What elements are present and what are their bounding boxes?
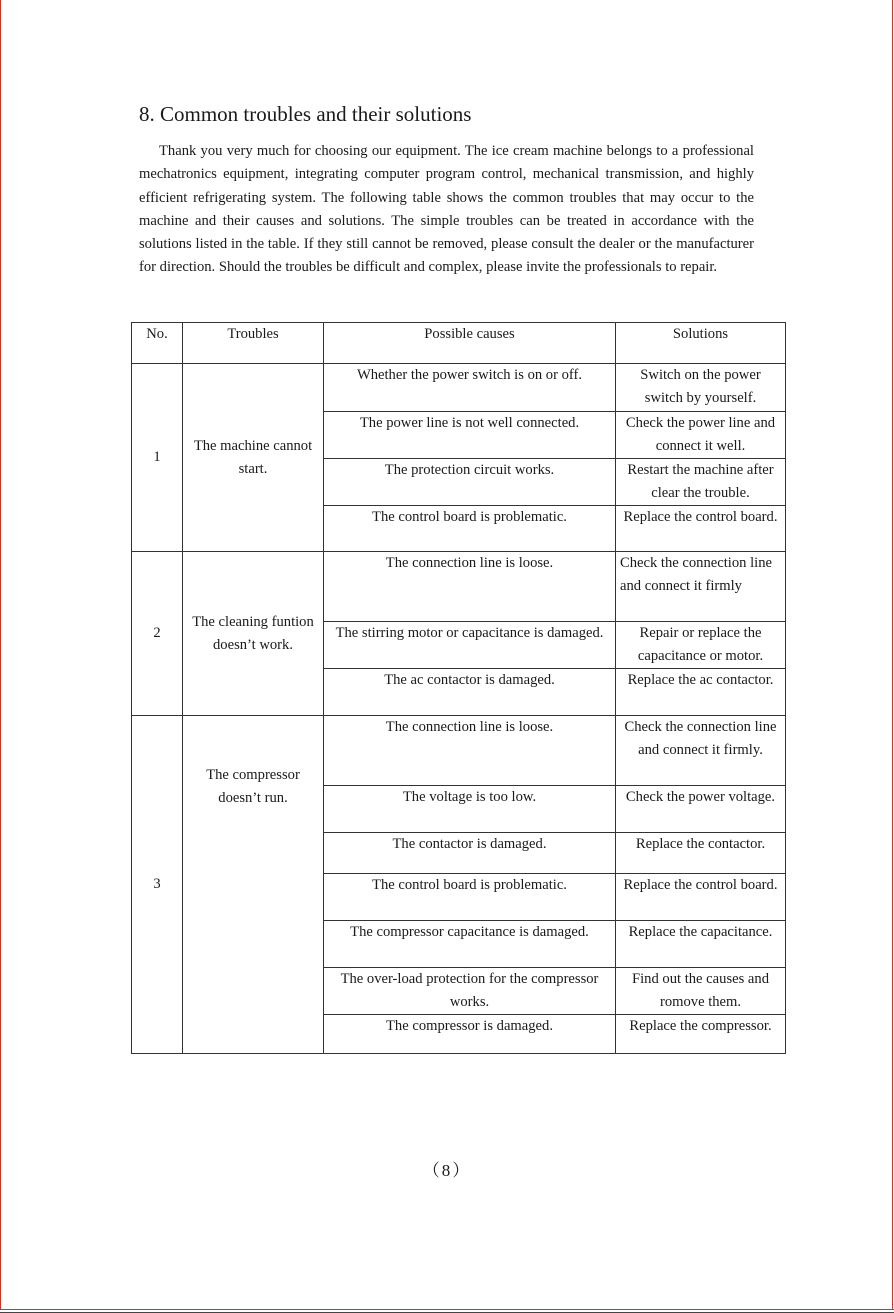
solution-cell: Switch on the power switch by yourself. bbox=[616, 364, 786, 412]
cause-cell: The voltage is too low. bbox=[324, 786, 616, 833]
solution-cell: Find out the causes and romove them. bbox=[616, 968, 786, 1015]
table-row bbox=[132, 716, 786, 786]
solution-cell: Check the connection line and connect it firmly. bbox=[616, 716, 786, 786]
trouble-no: 2 bbox=[132, 552, 183, 716]
cause-cell: The compressor capacitance is damaged. bbox=[324, 921, 616, 968]
trouble-description: The compressor doesn’t run. bbox=[183, 716, 324, 1054]
cause-cell: The control board is problematic. bbox=[324, 874, 616, 921]
solution-cell: Repair or replace the capacitance or motor. bbox=[616, 622, 786, 669]
trouble-no: 3 bbox=[132, 716, 183, 1054]
header-solutions: Solutions bbox=[616, 323, 786, 364]
trouble-description: The cleaning funtion doesn’t work. bbox=[183, 552, 324, 716]
solution-cell: Replace the contactor. bbox=[616, 833, 786, 874]
cause-cell: The over-load protection for the compressor works. bbox=[324, 968, 616, 1015]
section-heading: 8. Common troubles and their solutions bbox=[139, 102, 472, 126]
intro-paragraph: Thank you very much for choosing our equipment. The ice cream machine belongs to a professional mechatronics equipment, integrating computer program control, mechanical transmission, and highly efficient refrigerating system. The following table shows the common troubles that may occur to the machine and their causes and solutions. The simple troubles can be treated in accordance with the solutions listed in the table. If they still cannot be removed, please consult the dealer or the manufacturer for direction. Should the troubles be difficult and complex, please invite the professionals to repair. bbox=[139, 143, 754, 276]
header-no: No. bbox=[132, 323, 183, 364]
cause-cell: The power line is not well connected. bbox=[324, 412, 616, 459]
solution-cell: Replace the capacitance. bbox=[616, 921, 786, 968]
cause-cell: The connection line is loose. bbox=[324, 716, 616, 786]
cause-cell: The control board is problematic. bbox=[324, 506, 616, 552]
cause-cell: The ac contactor is damaged. bbox=[324, 669, 616, 716]
table-row bbox=[132, 552, 786, 622]
page-border-bottom bbox=[0, 1309, 894, 1310]
table-header-row bbox=[132, 323, 786, 364]
cause-cell: The protection circuit works. bbox=[324, 459, 616, 506]
cause-cell: The compressor is damaged. bbox=[324, 1015, 616, 1054]
header-troubles: Troubles bbox=[183, 323, 324, 364]
page-number: （8） bbox=[422, 1161, 472, 1180]
cause-cell: The contactor is damaged. bbox=[324, 833, 616, 874]
solution-cell: Replace the compressor. bbox=[616, 1015, 786, 1054]
trouble-no: 1 bbox=[132, 364, 183, 552]
table-row bbox=[132, 364, 786, 412]
cause-cell: The connection line is loose. bbox=[324, 552, 616, 622]
solution-cell: Check the power line and connect it well. bbox=[616, 412, 786, 459]
page-border-right bbox=[892, 0, 893, 1310]
cause-cell: The stirring motor or capacitance is damaged. bbox=[324, 622, 616, 669]
solution-cell: Replace the control board. bbox=[616, 506, 786, 552]
solution-cell: Check the connection line and connect it firmly bbox=[616, 552, 786, 622]
solution-cell: Replace the ac contactor. bbox=[616, 669, 786, 716]
solution-cell: Check the power voltage. bbox=[616, 786, 786, 833]
cause-cell: Whether the power switch is on or off. bbox=[324, 364, 616, 412]
solution-cell: Replace the control board. bbox=[616, 874, 786, 921]
solution-cell: Restart the machine after clear the trouble. bbox=[616, 459, 786, 506]
troubleshooting-table bbox=[131, 322, 786, 1054]
page-border-left bbox=[0, 0, 1, 1310]
header-possible-causes: Possible causes bbox=[324, 323, 616, 364]
trouble-description: The machine cannot start. bbox=[183, 364, 324, 552]
